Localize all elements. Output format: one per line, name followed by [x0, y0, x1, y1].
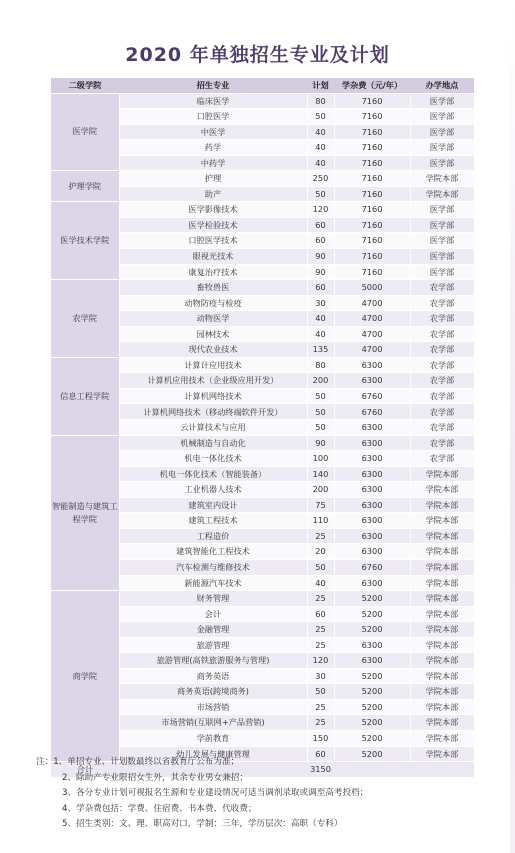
table-row [51, 357, 474, 373]
fee-cell: 6300 [334, 357, 410, 373]
location-cell: 学院本部 [410, 186, 474, 202]
location-cell: 医学部 [410, 233, 474, 249]
table-row [51, 93, 474, 109]
location-cell: 学院本部 [410, 544, 474, 560]
fee-cell: 6300 [334, 435, 410, 451]
fee-cell: 6300 [334, 482, 410, 498]
major-cell: 财务管理 [119, 591, 307, 607]
plan-cell: 100 [307, 451, 334, 467]
fee-cell: 7160 [334, 202, 410, 218]
major-cell: 旅游管理 [119, 637, 307, 653]
fee-cell: 6760 [334, 404, 410, 420]
plan-cell: 140 [307, 466, 334, 482]
plan-cell: 25 [307, 622, 334, 638]
fee-cell: 5200 [334, 668, 410, 684]
fee-cell: 5200 [334, 622, 410, 638]
plan-cell: 60 [307, 280, 334, 296]
plan-cell: 80 [307, 357, 334, 373]
plan-cell: 25 [307, 528, 334, 544]
location-cell: 学院本部 [410, 746, 474, 762]
location-cell: 学院本部 [410, 591, 474, 607]
location-cell: 医学部 [410, 264, 474, 280]
plan-cell: 50 [307, 404, 334, 420]
plan-cell: 120 [307, 653, 334, 669]
note-line: 注：1、单招专业、计划数最终以省教育厅公布为准； [36, 757, 240, 767]
location-cell: 医学部 [410, 93, 474, 109]
major-cell: 汽车检测与维修技术 [119, 559, 307, 575]
location-cell: 学院本部 [410, 715, 474, 731]
fee-cell: 5200 [334, 684, 410, 700]
plan-cell: 50 [307, 109, 334, 125]
major-cell: 机电一体化技术 [119, 451, 307, 467]
fee-cell: 6300 [334, 451, 410, 467]
header-major: 招生专业 [119, 78, 307, 93]
plan-cell: 90 [307, 264, 334, 280]
table-header-row [51, 78, 474, 93]
major-cell: 计算机网络技术 [119, 388, 307, 404]
fee-cell: 7160 [334, 155, 410, 171]
major-cell: 临床医学 [119, 93, 307, 109]
location-cell: 农学部 [410, 311, 474, 327]
fee-cell: 6300 [334, 513, 410, 529]
plan-cell: 90 [307, 435, 334, 451]
major-cell: 药学 [119, 140, 307, 156]
plan-cell: 60 [307, 606, 334, 622]
total-label: 合计 [51, 762, 119, 778]
location-cell: 医学部 [410, 109, 474, 125]
major-cell: 建筑工程技术 [119, 513, 307, 529]
major-cell: 云计算技术与应用 [119, 420, 307, 436]
plan-cell: 40 [307, 155, 334, 171]
location-cell: 医学部 [410, 217, 474, 233]
table-row [51, 171, 474, 187]
major-cell: 计算机应用技术（企业级应用开发） [119, 373, 307, 389]
location-cell: 农学部 [410, 326, 474, 342]
fee-cell: 7160 [334, 93, 410, 109]
plan-cell: 40 [307, 575, 334, 591]
page-title: 2020 年单独招生专业及计划 [125, 44, 390, 66]
major-cell: 商务英语(跨境商务) [119, 684, 307, 700]
location-cell: 农学部 [410, 451, 474, 467]
location-cell: 农学部 [410, 342, 474, 358]
major-cell: 会计 [119, 606, 307, 622]
major-cell: 建筑室内设计 [119, 497, 307, 513]
plan-cell: 200 [307, 373, 334, 389]
fee-cell: 4700 [334, 326, 410, 342]
major-cell: 康复治疗技术 [119, 264, 307, 280]
table-row [51, 435, 474, 451]
location-cell: 学院本部 [410, 730, 474, 746]
note-line: 2、除助产专业限招女生外，其余专业男女兼招； [62, 772, 248, 783]
fee-cell: 4700 [334, 311, 410, 327]
plan-cell: 50 [307, 186, 334, 202]
location-cell: 农学部 [410, 280, 474, 296]
plan-cell: 110 [307, 513, 334, 529]
major-cell: 动物医学 [119, 311, 307, 327]
major-cell: 医学检验技术 [119, 217, 307, 233]
fee-cell: 6300 [334, 544, 410, 560]
plan-cell: 40 [307, 140, 334, 156]
enrollment-table-container [51, 78, 474, 778]
fee-cell: 6300 [334, 653, 410, 669]
plan-cell: 50 [307, 388, 334, 404]
plan-cell: 75 [307, 497, 334, 513]
major-cell: 新能源汽车技术 [119, 575, 307, 591]
location-cell: 学院本部 [410, 513, 474, 529]
major-cell: 中医学 [119, 124, 307, 140]
college-cell: 护理学院 [51, 171, 119, 202]
fee-cell: 7160 [334, 171, 410, 187]
location-cell: 农学部 [410, 404, 474, 420]
major-cell: 机械制造与自动化 [119, 435, 307, 451]
location-cell: 农学部 [410, 373, 474, 389]
location-cell: 学院本部 [410, 171, 474, 187]
location-cell: 学院本部 [410, 622, 474, 638]
major-cell: 建筑智能化工程技术 [119, 544, 307, 560]
plan-cell: 120 [307, 202, 334, 218]
fee-cell: 4700 [334, 342, 410, 358]
location-cell: 学院本部 [410, 668, 474, 684]
location-cell: 学院本部 [410, 466, 474, 482]
location-cell: 医学部 [410, 202, 474, 218]
location-cell: 农学部 [410, 420, 474, 436]
major-cell: 市场营销 [119, 699, 307, 715]
note-line: 5、招生类别：文、理、职高对口，学制：三年，学历层次：高职（专科） [62, 819, 343, 830]
plan-cell: 20 [307, 544, 334, 560]
fee-cell: 6300 [334, 497, 410, 513]
college-cell: 农学院 [51, 280, 119, 358]
location-cell: 医学部 [410, 124, 474, 140]
location-cell: 学院本部 [410, 637, 474, 653]
major-cell: 学前教育 [119, 730, 307, 746]
plan-cell: 135 [307, 342, 334, 358]
enrollment-table [51, 78, 475, 778]
major-cell: 动物防疫与检疫 [119, 295, 307, 311]
header-plan: 计划 [307, 78, 334, 93]
table-row [51, 202, 474, 218]
plan-cell: 25 [307, 591, 334, 607]
fee-cell: 5000 [334, 280, 410, 296]
location-cell: 学院本部 [410, 684, 474, 700]
fee-cell: 6300 [334, 420, 410, 436]
plan-cell: 250 [307, 171, 334, 187]
plan-cell: 30 [307, 668, 334, 684]
major-cell: 园林技术 [119, 326, 307, 342]
plan-cell: 50 [307, 420, 334, 436]
college-cell: 医学院 [51, 93, 119, 171]
major-cell: 助产 [119, 186, 307, 202]
plan-cell: 150 [307, 730, 334, 746]
fee-cell: 6300 [334, 373, 410, 389]
location-cell: 农学部 [410, 295, 474, 311]
plan-cell: 40 [307, 124, 334, 140]
college-cell: 医学技术学院 [51, 202, 119, 280]
major-cell: 商务英语 [119, 668, 307, 684]
plan-cell: 50 [307, 684, 334, 700]
location-cell: 学院本部 [410, 482, 474, 498]
plan-cell: 40 [307, 311, 334, 327]
fee-cell: 7160 [334, 264, 410, 280]
college-cell: 智能制造与建筑工程学院 [51, 435, 119, 590]
plan-cell: 25 [307, 699, 334, 715]
location-cell: 学院本部 [410, 606, 474, 622]
plan-cell: 50 [307, 559, 334, 575]
major-cell: 市场营销(互联网+产品营销) [119, 715, 307, 731]
plan-cell: 60 [307, 233, 334, 249]
major-cell: 工程造价 [119, 528, 307, 544]
plan-cell: 40 [307, 326, 334, 342]
location-cell: 农学部 [410, 388, 474, 404]
note-line: 3、各分专业计划可视报名生源和专业建设情况可适当调剂录取或调至高考投档； [62, 788, 369, 799]
fee-cell: 7160 [334, 124, 410, 140]
major-cell: 计算计应用技术 [119, 357, 307, 373]
table-row [51, 591, 474, 607]
table-row [51, 280, 474, 296]
location-cell: 农学部 [410, 435, 474, 451]
fee-cell: 6760 [334, 559, 410, 575]
major-cell: 口腔医学 [119, 109, 307, 125]
major-cell: 眼视光技术 [119, 249, 307, 265]
location-cell: 医学部 [410, 140, 474, 156]
plan-cell: 90 [307, 249, 334, 265]
fee-cell: 6300 [334, 528, 410, 544]
location-cell: 农学部 [410, 357, 474, 373]
fee-cell: 7160 [334, 249, 410, 265]
header-college: 二级学院 [51, 78, 119, 93]
plan-cell: 60 [307, 746, 334, 762]
fee-cell: 6760 [334, 388, 410, 404]
fee-cell: 5200 [334, 591, 410, 607]
table-body [51, 93, 474, 777]
plan-cell: 60 [307, 217, 334, 233]
location-cell: 医学部 [410, 249, 474, 265]
major-cell: 现代农业技术 [119, 342, 307, 358]
major-cell: 金融管理 [119, 622, 307, 638]
major-cell: 工业机器人技术 [119, 482, 307, 498]
fee-cell: 7160 [334, 217, 410, 233]
header-fee: 学杂费（元/年） [334, 78, 410, 93]
location-cell: 学院本部 [410, 559, 474, 575]
fee-cell: 7160 [334, 109, 410, 125]
plan-cell: 25 [307, 715, 334, 731]
fee-cell: 6300 [334, 466, 410, 482]
plan-cell: 25 [307, 637, 334, 653]
fee-cell: 6300 [334, 575, 410, 591]
fee-cell: 5200 [334, 730, 410, 746]
major-cell: 医学影像技术 [119, 202, 307, 218]
major-cell: 畜牧兽医 [119, 280, 307, 296]
location-cell: 学院本部 [410, 528, 474, 544]
location-cell: 学院本部 [410, 653, 474, 669]
note-line: 4、学杂费包括：学费、住宿费、书本费、代收费； [62, 803, 257, 814]
fee-cell: 4700 [334, 295, 410, 311]
fee-cell: 7160 [334, 140, 410, 156]
fee-cell: 5200 [334, 746, 410, 762]
major-cell: 旅游管理(高铁旅游服务与管理) [119, 653, 307, 669]
fee-cell: 5200 [334, 606, 410, 622]
header-location: 办学地点 [410, 78, 474, 93]
major-cell: 幼儿发展与健康管理 [119, 746, 307, 762]
plan-cell: 200 [307, 482, 334, 498]
location-cell: 学院本部 [410, 497, 474, 513]
location-cell: 医学部 [410, 155, 474, 171]
notes-section [36, 755, 506, 833]
major-cell: 机电一体化技术（智能装备） [119, 466, 307, 482]
major-cell: 口腔医学技术 [119, 233, 307, 249]
location-cell: 学院本部 [410, 699, 474, 715]
college-cell: 商学院 [51, 591, 119, 762]
major-cell: 中药学 [119, 155, 307, 171]
fee-cell: 7160 [334, 233, 410, 249]
fee-cell: 6300 [334, 637, 410, 653]
total-value: 3150 [307, 762, 334, 778]
location-cell: 学院本部 [410, 575, 474, 591]
plan-cell: 80 [307, 93, 334, 109]
fee-cell: 5200 [334, 715, 410, 731]
major-cell: 护理 [119, 171, 307, 187]
fee-cell: 7160 [334, 186, 410, 202]
college-cell: 信息工程学院 [51, 357, 119, 435]
major-cell: 计算机网络技术（移动终端软件开发） [119, 404, 307, 420]
plan-cell: 30 [307, 295, 334, 311]
side-decoration [510, 0, 515, 853]
fee-cell: 5200 [334, 699, 410, 715]
